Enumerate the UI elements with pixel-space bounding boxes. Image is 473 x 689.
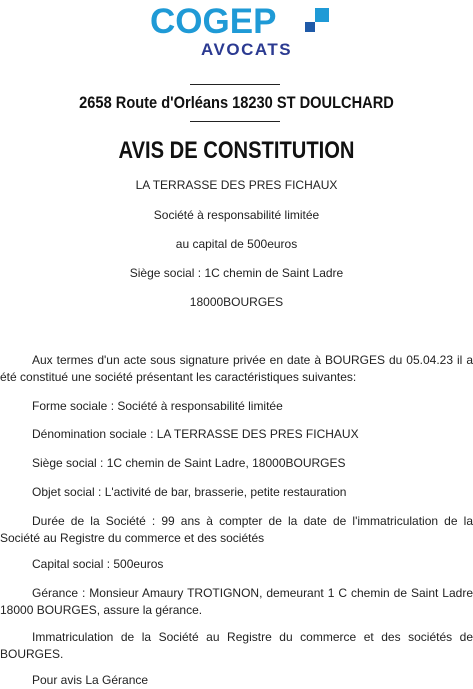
intro-paragraph: Aux termes d'un acte sous signature privée en date à BOURGES du 05.04.23 il a été constitué une société présentant les caractéristiques suivantes: [0,353,473,384]
top-divider [190,84,280,85]
header-address: 2658 Route d'Orléans 18230 ST DOULCHARD [79,93,394,112]
logo-square-large [315,8,329,22]
logo-square-small [305,22,315,32]
logo-brand: COGEP [150,2,277,41]
logo-squares-icon [303,8,329,34]
company-seat: Siège social : 1C chemin de Saint Ladre [129,266,344,280]
company-form: Société à responsabilité limitée [153,208,320,222]
capital-social: Capital social : 500euros [32,557,164,571]
immatriculation: Immatriculation de la Société au Registre du commerce et des sociétés de BOURGES. [0,630,473,661]
gerance: Gérance : Monsieur Amaury TROTIGNON, demeurant 1 C chemin de Saint Ladre 18000 BOURGES, assure la gérance. [0,586,473,617]
objet-social: Objet social : L'activité de bar, brasserie, petite restauration [32,485,347,499]
notice-title: AVIS DE CONSTITUTION [118,137,355,164]
signature: Pour avis La Gérance [32,673,149,687]
cogep-logo [0,4,473,62]
denomination-sociale: Dénomination sociale : LA TERRASSE DES PRES FICHAUX [32,427,359,441]
logo-subtitle: AVOCATS [201,40,293,59]
forme-sociale: Forme sociale : Société à responsabilité limitée [32,399,283,413]
middle-divider [190,121,280,122]
company-capital: au capital de 500euros [175,237,298,251]
company-city: 18000BOURGES [189,295,284,309]
company-name: LA TERRASSE DES PRES FICHAUX [135,178,338,192]
siege-social: Siège social : 1C chemin de Saint Ladre, 18000BOURGES [32,456,346,470]
duree-societe: Durée de la Société : 99 ans à compter de la date de l'immatriculation de la Société au Registre du commerce et des sociétés [0,514,473,545]
